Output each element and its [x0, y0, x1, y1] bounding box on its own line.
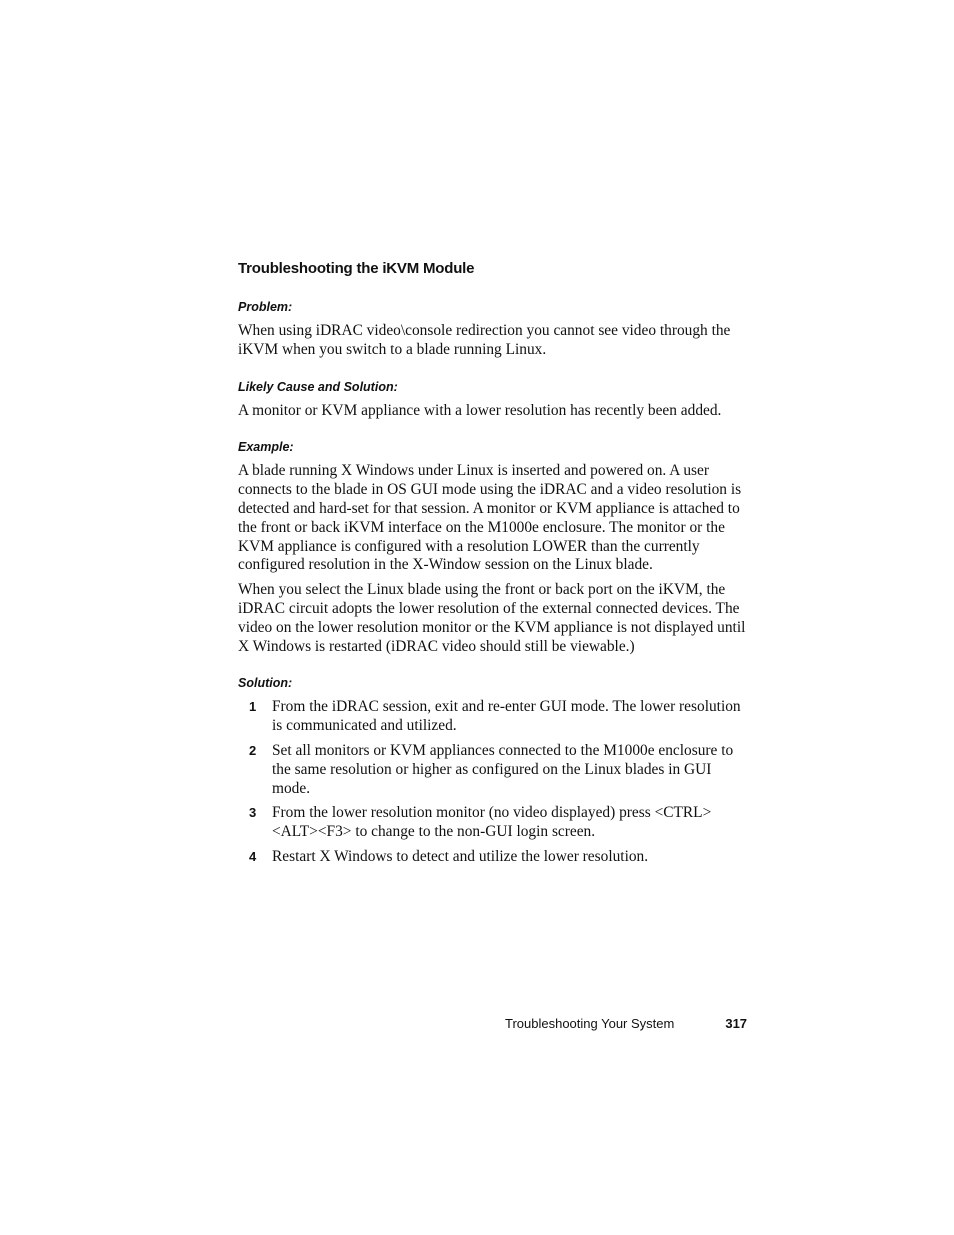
section-title: Troubleshooting the iKVM Module	[238, 260, 475, 277]
solution-step	[238, 698, 748, 736]
problem-text: When using iDRAC video\console redirection you cannot see video through the iKVM when you switch to a blade running Linux.	[238, 322, 731, 358]
step-text: From the lower resolution monitor (no video displayed) press <CTRL><ALT><F3> to change to the non-GUI login screen.	[272, 804, 712, 841]
step-text: From the iDRAC session, exit and re-enter GUI mode. The lower resolution is communicated and utilized.	[272, 698, 741, 735]
solution-steps	[238, 698, 748, 866]
example-paragraph: When you select the Linux blade using the front or back port on the iKVM, the iDRAC circuit adopts the lower resolution of the external connected devices. The video on the lower resolution monitor or the KVM appliance is not displayed until X Windows is restarted (iDRAC video should still be viewable.)	[238, 581, 746, 655]
solution-heading: Solution:	[238, 676, 293, 691]
cause-text: A monitor or KVM appliance with a lower resolution has recently been added.	[238, 401, 722, 419]
solution-step	[238, 848, 748, 867]
problem-heading: Problem:	[238, 300, 293, 314]
step-number: 2	[249, 742, 257, 758]
example-paragraph: A blade running X Windows under Linux is inserted and powered on. A user connects to the blade in OS GUI mode using the iDRAC and a video resolution is detected and hard-set for that session. A monitor or KVM appliance is attached to the front or back iKVM interface on the M1000e enclosure. The monitor or the KVM appliance is configured with a resolution LOWER than the currently configured resolution in the X-Window session on the Linux blade.	[238, 462, 742, 574]
step-number: 4	[249, 848, 257, 864]
page-footer	[505, 1014, 748, 1034]
solution-step	[238, 742, 748, 798]
page-content	[238, 258, 748, 873]
step-number: 3	[249, 805, 257, 821]
page-number: 317	[725, 1016, 748, 1031]
cause-heading: Likely Cause and Solution:	[238, 379, 398, 394]
solution-step	[238, 804, 748, 842]
step-number: 1	[249, 699, 257, 715]
example-heading: Example:	[238, 440, 294, 455]
footer-chapter-title: Troubleshooting Your System	[505, 1016, 675, 1031]
step-text: Restart X Windows to detect and utilize the lower resolution.	[272, 847, 649, 865]
step-text: Set all monitors or KVM appliances connected to the M1000e enclosure to the same resolution or higher as configured on the Linux blades in GUI mode.	[272, 741, 734, 797]
